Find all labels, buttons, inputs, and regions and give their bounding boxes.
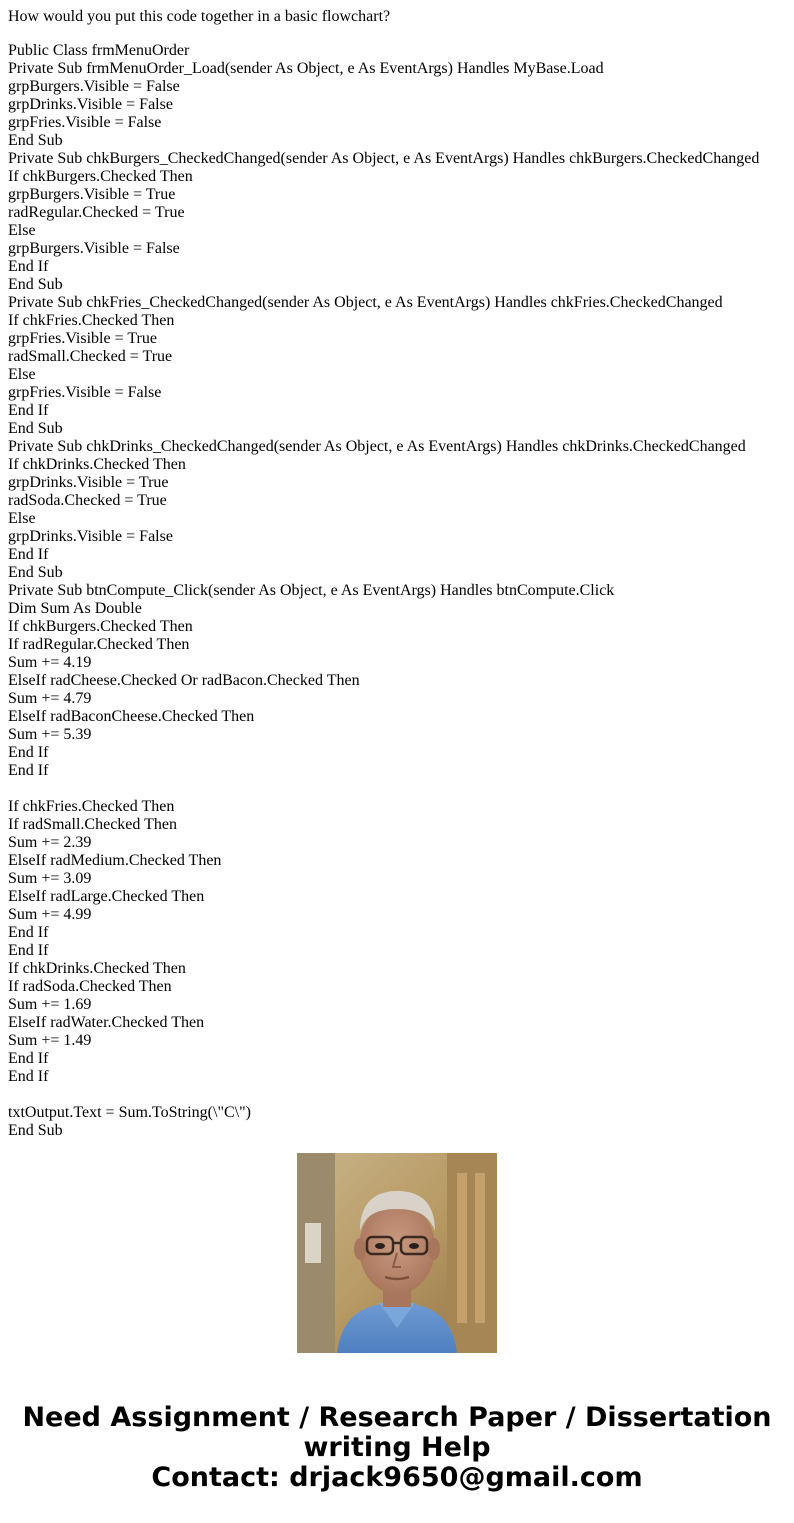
promo-line-2: writing Help	[303, 1432, 491, 1463]
code-line: Sum += 4.79	[8, 690, 92, 707]
code-line: grpFries.Visible = True	[8, 330, 157, 347]
code-line: grpDrinks.Visible = True	[8, 474, 169, 491]
code-line: Else	[8, 222, 36, 239]
code-line: ElseIf radLarge.Checked Then	[8, 888, 205, 905]
code-line: Sum += 1.69	[8, 996, 92, 1013]
code-line: ElseIf radWater.Checked Then	[8, 1014, 205, 1031]
promo-contact: Contact: drjack9650@gmail.com	[151, 1462, 643, 1493]
code-line: If radSoda.Checked Then	[8, 978, 172, 995]
code-line	[8, 780, 788, 798]
code-line: End If	[8, 546, 49, 563]
code-line: Sum += 3.09	[8, 870, 92, 887]
code-line: grpDrinks.Visible = False	[8, 96, 173, 113]
code-line: grpBurgers.Visible = False	[8, 78, 180, 95]
code-line: Private Sub chkDrinks_CheckedChanged(sender As Object, e As EventArgs) Handles chkDrinks.CheckedChanged	[8, 438, 746, 455]
code-line: If chkDrinks.Checked Then	[8, 456, 186, 473]
code-line: End If	[8, 744, 49, 761]
code-line: grpBurgers.Visible = True	[8, 186, 176, 203]
code-line: If radSmall.Checked Then	[8, 816, 177, 833]
code-line: End Sub	[8, 1122, 63, 1139]
code-line: radSmall.Checked = True	[8, 348, 173, 365]
code-line: End Sub	[8, 132, 63, 149]
promo-banner	[0, 1403, 794, 1493]
question-text: How would you put this code together in a basic flowchart?	[8, 8, 391, 25]
code-line: End If	[8, 1068, 49, 1085]
code-line: Sum += 5.39	[8, 726, 92, 743]
person-portrait-image	[297, 1153, 497, 1353]
code-line: End Sub	[8, 276, 63, 293]
code-line: grpFries.Visible = False	[8, 114, 162, 131]
code-line: Sum += 4.19	[8, 654, 92, 671]
code-line: ElseIf radCheese.Checked Or radBacon.Checked Then	[8, 672, 360, 689]
code-line	[8, 1086, 788, 1104]
promo-line-1: Need Assignment / Research Paper / Dissertation	[22, 1402, 772, 1433]
code-line: Sum += 1.49	[8, 1032, 92, 1049]
code-line: End If	[8, 762, 49, 779]
code-line: End If	[8, 924, 49, 941]
code-line: End Sub	[8, 420, 63, 437]
code-line: End If	[8, 942, 49, 959]
code-line: End If	[8, 1050, 49, 1067]
code-line: grpDrinks.Visible = False	[8, 528, 173, 545]
code-line: Private Sub chkFries_CheckedChanged(sender As Object, e As EventArgs) Handles chkFries.CheckedChanged	[8, 294, 723, 311]
code-line: If chkBurgers.Checked Then	[8, 168, 193, 185]
code-line: If chkFries.Checked Then	[8, 798, 175, 815]
code-line: Dim Sum As Double	[8, 600, 142, 617]
code-line: End If	[8, 258, 49, 275]
profile-photo	[297, 1153, 497, 1353]
code-line: ElseIf radMedium.Checked Then	[8, 852, 222, 869]
code-line: End Sub	[8, 564, 63, 581]
code-line: Private Sub chkBurgers_CheckedChanged(sender As Object, e As EventArgs) Handles chkBurgers.CheckedChanged	[8, 150, 760, 167]
code-line: Private Sub frmMenuOrder_Load(sender As Object, e As EventArgs) Handles MyBase.Load	[8, 60, 604, 77]
code-line: If chkBurgers.Checked Then	[8, 618, 193, 635]
code-line: If radRegular.Checked Then	[8, 636, 190, 653]
code-line: Sum += 2.39	[8, 834, 92, 851]
code-line: radSoda.Checked = True	[8, 492, 167, 509]
code-line: ElseIf radBaconCheese.Checked Then	[8, 708, 255, 725]
code-line: Private Sub btnCompute_Click(sender As Object, e As EventArgs) Handles btnCompute.Click	[8, 582, 615, 599]
code-line: End If	[8, 402, 49, 419]
code-line: txtOutput.Text = Sum.ToString(\"C\")	[8, 1104, 251, 1121]
code-line: Sum += 4.99	[8, 906, 92, 923]
code-line: If chkFries.Checked Then	[8, 312, 175, 329]
code-line: Public Class frmMenuOrder	[8, 42, 190, 59]
code-line: Else	[8, 366, 36, 383]
code-line: grpFries.Visible = False	[8, 384, 162, 401]
code-line: grpBurgers.Visible = False	[8, 240, 180, 257]
code-line: radRegular.Checked = True	[8, 204, 185, 221]
code-line: Else	[8, 510, 36, 527]
code-line: If chkDrinks.Checked Then	[8, 960, 186, 977]
code-listing	[8, 42, 788, 1139]
